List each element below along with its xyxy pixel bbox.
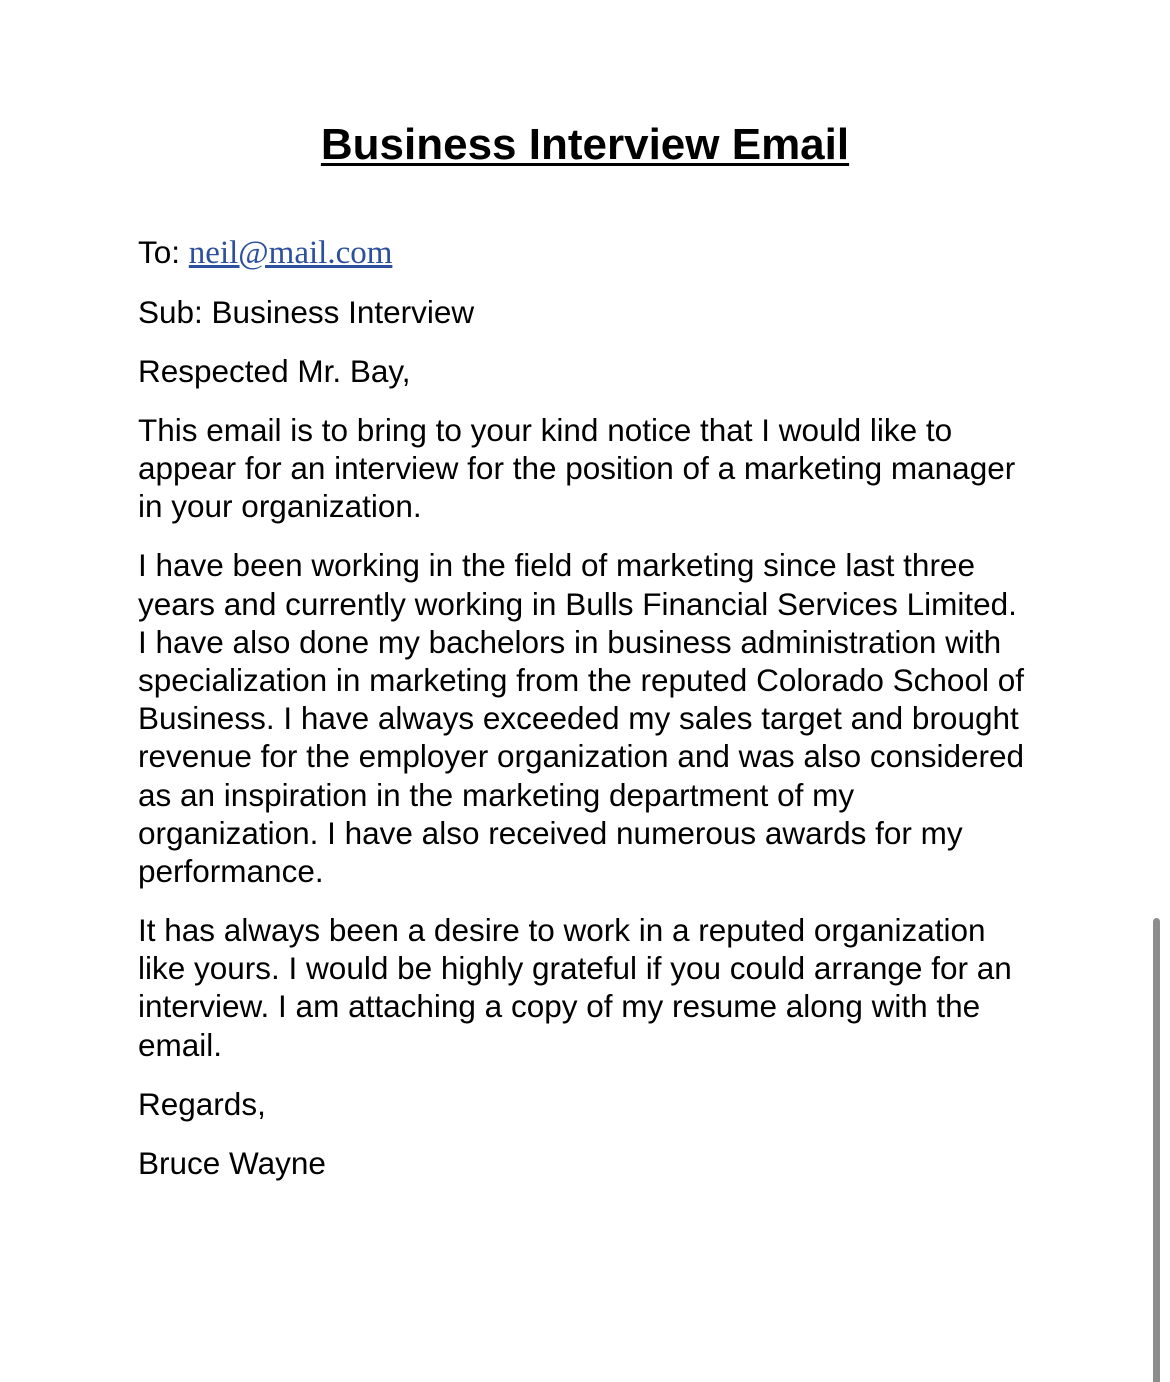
closing: Regards, <box>138 1085 266 1122</box>
paragraph-intro: This email is to bring to your kind notice that I would like to appear for an interview for the position of a marketing manager in your organization. <box>138 412 1016 525</box>
paragraph-experience: I have been working in the field of marketing since last three years and currently working in Bulls Financial Services Limited. I have also done my bachelors in business administration with specialization in marketing from the reputed Colorado School of Business. I have always exceeded my sales target and brought revenue for the employer organization and was also considered as an inspiration in the marketing department of my organization. I have also received numerous awards for my performance. <box>138 547 1025 890</box>
to-line <box>138 233 1028 272</box>
recipient-email-link[interactable]: neil@mail.com <box>188 235 393 271</box>
subject-line: Sub: Business Interview <box>138 294 475 330</box>
salutation: Respected Mr. Bay, <box>138 353 411 389</box>
vertical-scrollbar[interactable] <box>1153 918 1160 1382</box>
document-title: Business Interview Email <box>320 120 850 169</box>
signature: Bruce Wayne <box>138 1144 326 1181</box>
to-label: To: <box>138 234 181 270</box>
email-body <box>138 233 1028 1203</box>
paragraph-request: It has always been a desire to work in a reputed organization like yours. I would be highly grateful if you could arrange for an interview. I am attaching a copy of my resume along with the email. <box>138 912 1012 1063</box>
